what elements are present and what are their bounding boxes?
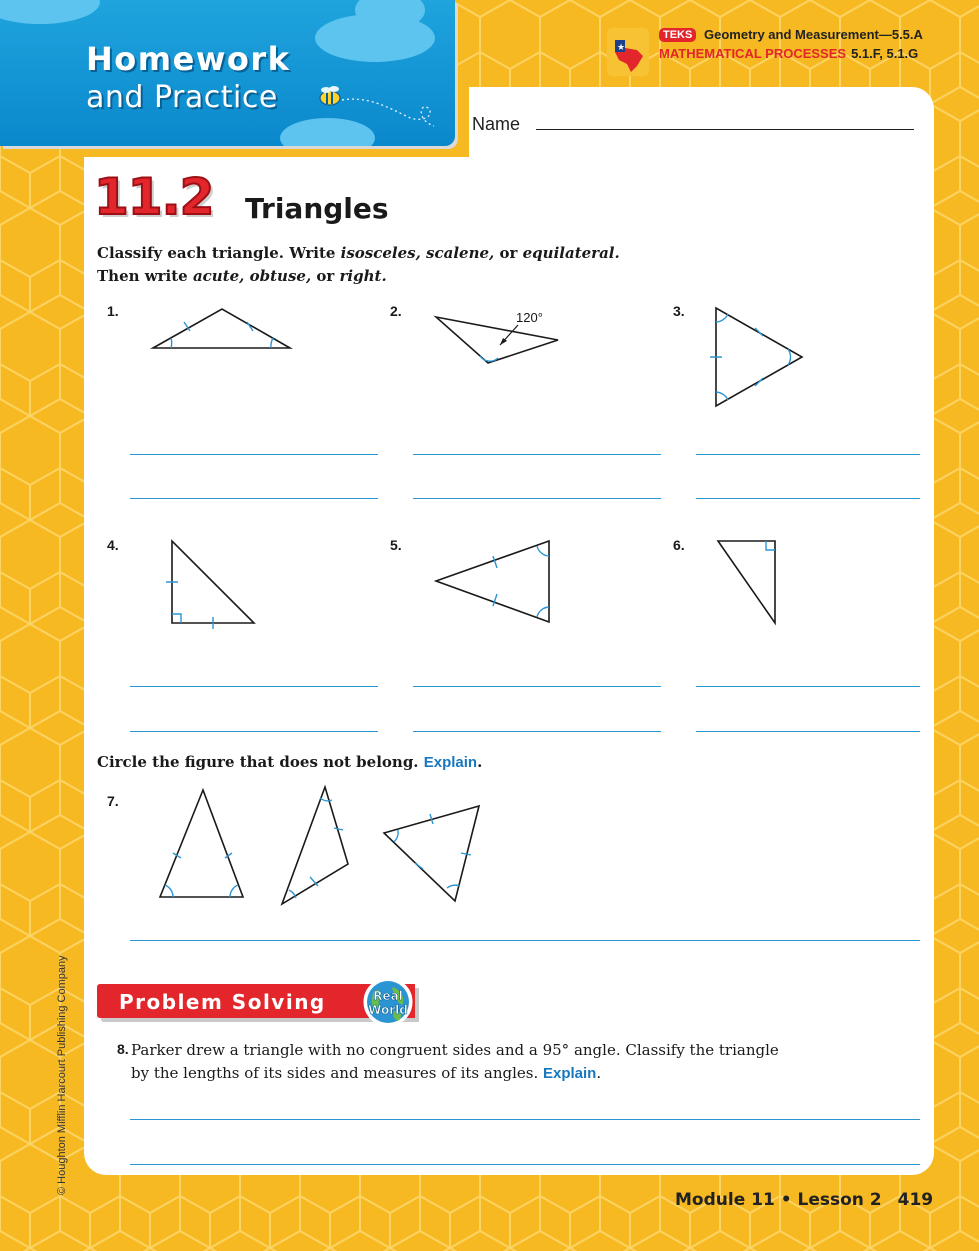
- problem-5-number: 5.: [390, 537, 402, 553]
- triangle-7c[interactable]: [384, 806, 479, 901]
- answer-line-5b[interactable]: [413, 731, 661, 732]
- header-title: Homework: [86, 40, 291, 78]
- answer-line-2b[interactable]: [413, 498, 661, 499]
- processes-codes: 5.1.F, 5.1.G: [851, 46, 919, 61]
- page-footer: [675, 1190, 933, 1210]
- problem-6-number: 6.: [673, 537, 685, 553]
- explain-label: Explain: [543, 1065, 597, 1082]
- answer-line-1b[interactable]: [130, 498, 378, 499]
- problem-1-number: 1.: [107, 303, 119, 319]
- problem-8-text: [131, 1039, 779, 1085]
- triangle-7b[interactable]: [282, 787, 348, 904]
- problem-2-number: 2.: [390, 303, 402, 319]
- problem-4-number: 4.: [107, 537, 119, 553]
- instruction-text: Classify each triangle. Write: [97, 244, 341, 262]
- teks-badge: TEKS: [659, 28, 696, 42]
- processes-label: MATHEMATICAL PROCESSES: [659, 46, 847, 61]
- instruction-text: or: [494, 244, 523, 262]
- answer-line-6a[interactable]: [696, 686, 920, 687]
- problem-7-number: 7.: [107, 793, 119, 809]
- answer-line-2a[interactable]: [413, 454, 661, 455]
- lesson-number: 11.2: [94, 168, 214, 226]
- triangle-3[interactable]: [710, 308, 802, 406]
- header-subtitle: and Practice: [86, 80, 278, 115]
- problem-solving-banner: [97, 978, 442, 1023]
- triangle-5[interactable]: [436, 541, 549, 622]
- triangle-7a[interactable]: [160, 790, 243, 897]
- circle-instruction: [97, 753, 482, 771]
- problem-8-line1: Parker drew a triangle with no congruent sides and a 95° angle. Classify the triangle: [131, 1041, 779, 1059]
- instruction-text: Then write: [97, 267, 193, 285]
- angle-label-120: 120°: [516, 310, 543, 325]
- page-number: 419: [897, 1190, 934, 1210]
- instruction-emphasis: acute, obtuse,: [192, 267, 312, 285]
- triangle-2[interactable]: [436, 310, 558, 363]
- problem-8-line2: [131, 1062, 779, 1085]
- answer-line-3a[interactable]: [696, 454, 920, 455]
- instruction-emphasis: right.: [339, 267, 387, 285]
- answer-line-8b[interactable]: [130, 1164, 920, 1165]
- explain-label: Explain: [423, 754, 478, 771]
- problem-3-number: 3.: [673, 303, 685, 319]
- real-world-globe-icon: [352, 975, 424, 1027]
- triangle-1[interactable]: [153, 309, 290, 348]
- answer-line-1a[interactable]: [130, 454, 378, 455]
- answer-line-6b[interactable]: [696, 731, 920, 732]
- badge-world: World: [368, 1003, 408, 1017]
- svg-text:★: ★: [617, 42, 626, 52]
- lesson-title: Triangles: [245, 192, 389, 225]
- triangle-4[interactable]: [166, 541, 254, 629]
- answer-line-4b[interactable]: [130, 731, 378, 732]
- instruction-text: Circle the figure that does not belong.: [97, 753, 424, 771]
- answer-line-8a[interactable]: [130, 1119, 920, 1120]
- instruction-emphasis: equilateral.: [522, 244, 620, 262]
- badge-real: Real: [373, 989, 403, 1003]
- module-lesson: Module 11 • Lesson 2: [675, 1190, 882, 1210]
- answer-line-4a[interactable]: [130, 686, 378, 687]
- answer-line-3b[interactable]: [696, 498, 920, 499]
- answer-line-7[interactable]: [130, 940, 920, 941]
- name-label: Name: [472, 114, 521, 134]
- copyright-notice: © Houghton Mifflin Harcourt Publishing Company: [56, 955, 68, 1195]
- instruction-text: .: [477, 753, 483, 771]
- problem-8-text-part: .: [596, 1064, 602, 1082]
- problem-8-number: 8.: [117, 1041, 129, 1057]
- answer-line-5a[interactable]: [413, 686, 661, 687]
- instruction-text: or: [311, 267, 340, 285]
- instruction-emphasis: isosceles, scalene,: [340, 244, 495, 262]
- problem-8-text-part: by the lengths of its sides and measures of its angles.: [131, 1064, 543, 1082]
- teks-standard-text: Geometry and Measurement—5.5.A: [704, 27, 923, 42]
- banner-label: Problem Solving: [119, 990, 326, 1014]
- triangle-6[interactable]: [718, 541, 775, 623]
